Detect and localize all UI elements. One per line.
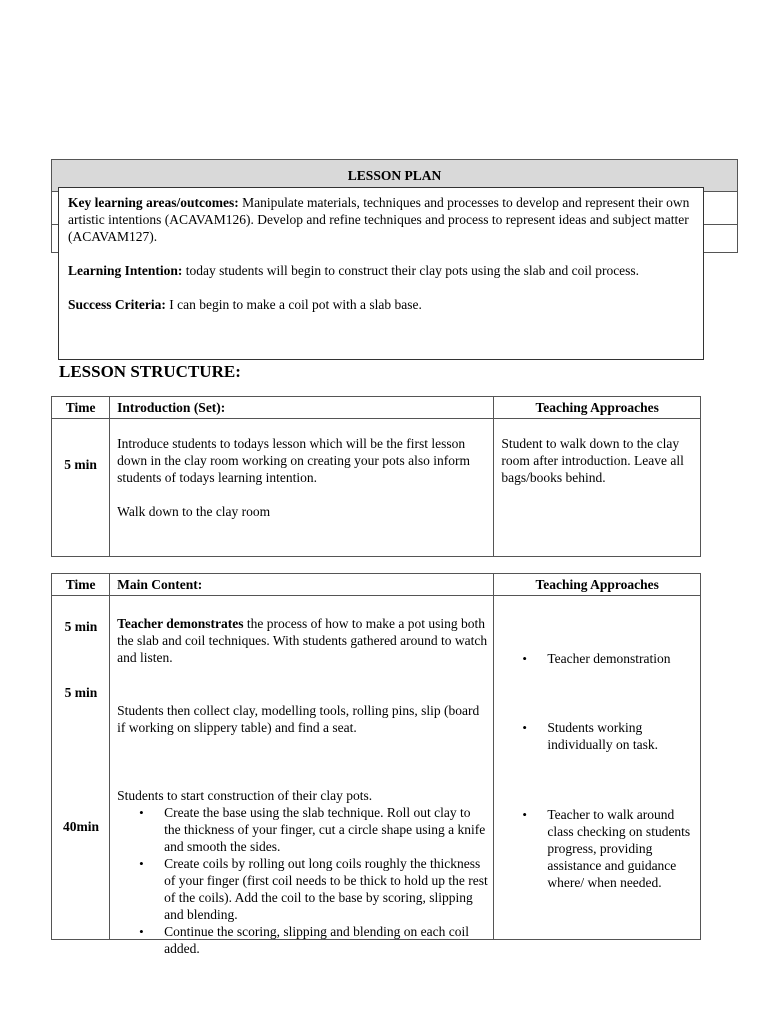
li-label: Learning Intention: [68,263,183,278]
table-header-row [52,397,701,419]
demonstration-text [117,615,487,666]
sc-label: Success Criteria: [68,297,166,312]
list-item: • Create the base using the slab technique. Roll out clay to the thickness of your finger, cut a circle shape using a knife and smooth the sides. [117,804,489,855]
teaching-approaches-header: Teaching Approaches [494,574,701,596]
intro-text: Introduce students to todays lesson which will be the first lesson down in the clay room working on creating your pots also inform students of todays learning intention. [117,436,470,485]
time-header: Time [52,574,110,596]
introduction-table [51,396,701,557]
approach-cell [494,419,701,557]
intro-walk-text: Walk down to the clay room [117,504,271,519]
collect-materials-text: Students then collect clay, modelling tools, rolling pins, slip (board if working on slippery table) and find a seat. [117,703,480,735]
kla-text: Manipulate materials, techniques and processes to develop and represent their own artistic intentions (ACAVAM126). Develop and refine techniques and process to represent ideas and subject matter (ACAVAM127). [68,195,690,244]
main-content-header: Main Content: [110,574,494,596]
approach-list [500,719,695,753]
table-row [52,596,701,940]
introduction-header: Introduction (Set): [110,397,494,419]
list-item: • Students working individually on task. [500,719,695,753]
introduction-cell [110,419,494,557]
main-content-table [51,573,701,956]
demo-label: Teacher demonstrates [117,616,244,631]
time-header: Time [52,397,110,419]
list-item: • Teacher demonstration [500,650,695,667]
main-content-cell [110,596,494,956]
approach-list [500,650,695,667]
construction-steps [117,804,489,957]
approach-cell [494,596,701,940]
list-item: • Continue the scoring, slipping and blending on each coil added. [117,923,489,957]
time-value: 5 min [64,457,97,472]
success-criteria [68,296,694,313]
learning-outcomes-box [58,187,704,360]
li-text: today students will begin to construct their clay pots using the slab and coil process. [182,263,640,278]
list-item: • Teacher to walk around class checking on students progress, providing assistance and guidance where/ when needed. [500,806,695,891]
demo-text: the process of how to make a pot using both the slab and coil techniques. With students gathered around to watch and listen. [117,616,488,665]
key-learning-areas [68,194,694,245]
lesson-structure-heading: LESSON STRUCTURE: [59,362,241,381]
list-item: • Create coils by rolling out long coils roughly the thickness of your finger (first coil needs to be thick to hold up the rest of the coils). Add the coil to the base by scoring, slipping and blending. [117,855,489,923]
kla-label: Key learning areas/outcomes: [68,195,239,210]
time-cell [52,419,110,557]
construction-section [117,787,489,957]
sc-text: I can begin to make a coil pot with a slab base. [165,297,422,312]
table-header-row [52,574,701,596]
approach-list [500,806,695,891]
construction-intro: Students to start construction of their clay pots. [117,788,373,803]
time-value: 5 min [64,619,98,634]
teaching-approaches-header: Teaching Approaches [494,397,701,419]
table-row [52,419,701,557]
learning-intention [68,262,694,279]
time-value: 40min [62,819,99,834]
time-value: 5 min [64,685,98,700]
approach-text: Student to walk down to the clay room after introduction. Leave all bags/books behind. [501,436,684,485]
lesson-plan-title: LESSON PLAN [52,160,737,192]
time-cell [52,596,110,940]
